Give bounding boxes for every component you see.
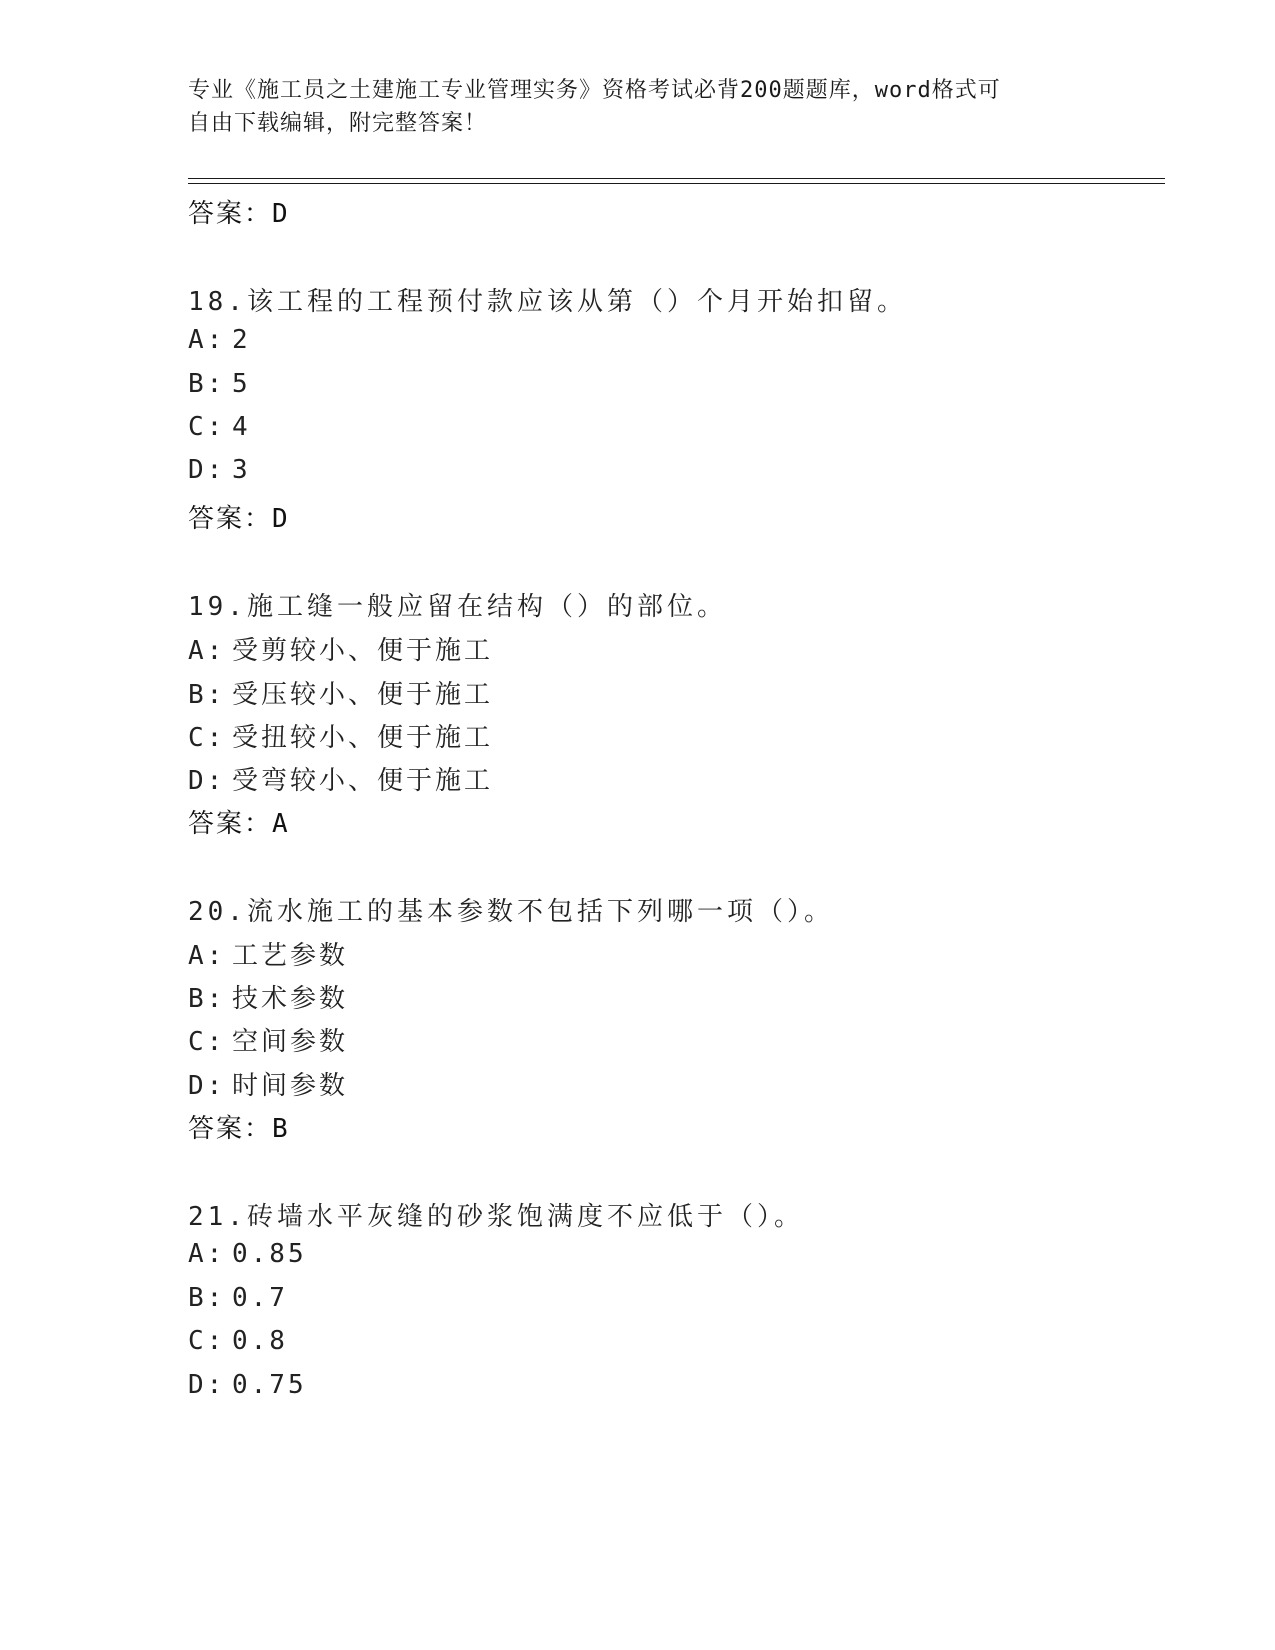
option-b (188, 369, 251, 399)
answer: 答案：A (188, 809, 290, 839)
option-text: 技术参数 (232, 984, 349, 1014)
option-c (188, 717, 493, 754)
header-divider-bottom (188, 183, 1165, 184)
option-text: 0.7 (232, 1283, 288, 1313)
option-text: 空间参数 (232, 1027, 349, 1057)
option-b (188, 1283, 288, 1313)
option-b (188, 674, 493, 711)
option-text: 受弯较小、便于施工 (232, 766, 494, 796)
option-key: D: (188, 455, 226, 485)
previous-answer: 答案：D (188, 199, 290, 229)
option-text: 受剪较小、便于施工 (232, 636, 494, 666)
option-key: A: (188, 941, 226, 971)
option-text: 0.85 (232, 1239, 307, 1269)
option-text: 时间参数 (232, 1071, 349, 1101)
answer: 答案：D (188, 504, 290, 534)
header-line-2: 自由下载编辑，附完整答案！ (188, 111, 488, 136)
answer: 答案：B (188, 1114, 290, 1144)
option-text: 2 (232, 325, 251, 355)
document-header (188, 74, 1088, 140)
option-key: B: (188, 680, 226, 710)
option-key: A: (188, 1239, 226, 1269)
option-c (188, 1326, 288, 1356)
option-key: A: (188, 636, 226, 666)
option-c (188, 1021, 348, 1058)
question-title: 19.施工缝一般应留在结构（）的部位。 (188, 592, 727, 622)
question-title: 21.砖墙水平灰缝的砂浆饱满度不应低于（）。 (188, 1202, 804, 1232)
option-key: B: (188, 1283, 226, 1313)
option-a (188, 935, 348, 972)
option-d (188, 455, 251, 485)
option-key: C: (188, 412, 226, 442)
option-key: C: (188, 1326, 226, 1356)
question-title: 20.流水施工的基本参数不包括下列哪一项（）。 (188, 897, 834, 927)
option-key: A: (188, 325, 226, 355)
option-text: 受压较小、便于施工 (232, 680, 494, 710)
option-a (188, 1239, 307, 1269)
option-c (188, 412, 251, 442)
option-a (188, 325, 251, 355)
option-text: 工艺参数 (232, 941, 349, 971)
option-key: B: (188, 984, 226, 1014)
option-key: C: (188, 723, 226, 753)
option-text: 0.75 (232, 1370, 307, 1400)
option-key: B: (188, 369, 226, 399)
option-text: 4 (232, 412, 251, 442)
option-text: 受扭较小、便于施工 (232, 723, 494, 753)
option-key: C: (188, 1027, 226, 1057)
option-b (188, 978, 348, 1015)
question-title: 18.该工程的工程预付款应该从第（）个月开始扣留。 (188, 287, 907, 317)
option-a (188, 630, 493, 667)
option-text: 3 (232, 455, 251, 485)
option-d (188, 1065, 348, 1102)
option-d (188, 760, 493, 797)
option-key: D: (188, 766, 226, 796)
option-key: D: (188, 1071, 226, 1101)
option-text: 5 (232, 369, 251, 399)
option-d (188, 1370, 307, 1400)
header-line-1: 专业《施工员之土建施工专业管理实务》资格考试必背200题题库，word格式可 (188, 78, 1001, 103)
option-text: 0.8 (232, 1326, 288, 1356)
header-divider-top (188, 178, 1165, 179)
option-key: D: (188, 1370, 226, 1400)
